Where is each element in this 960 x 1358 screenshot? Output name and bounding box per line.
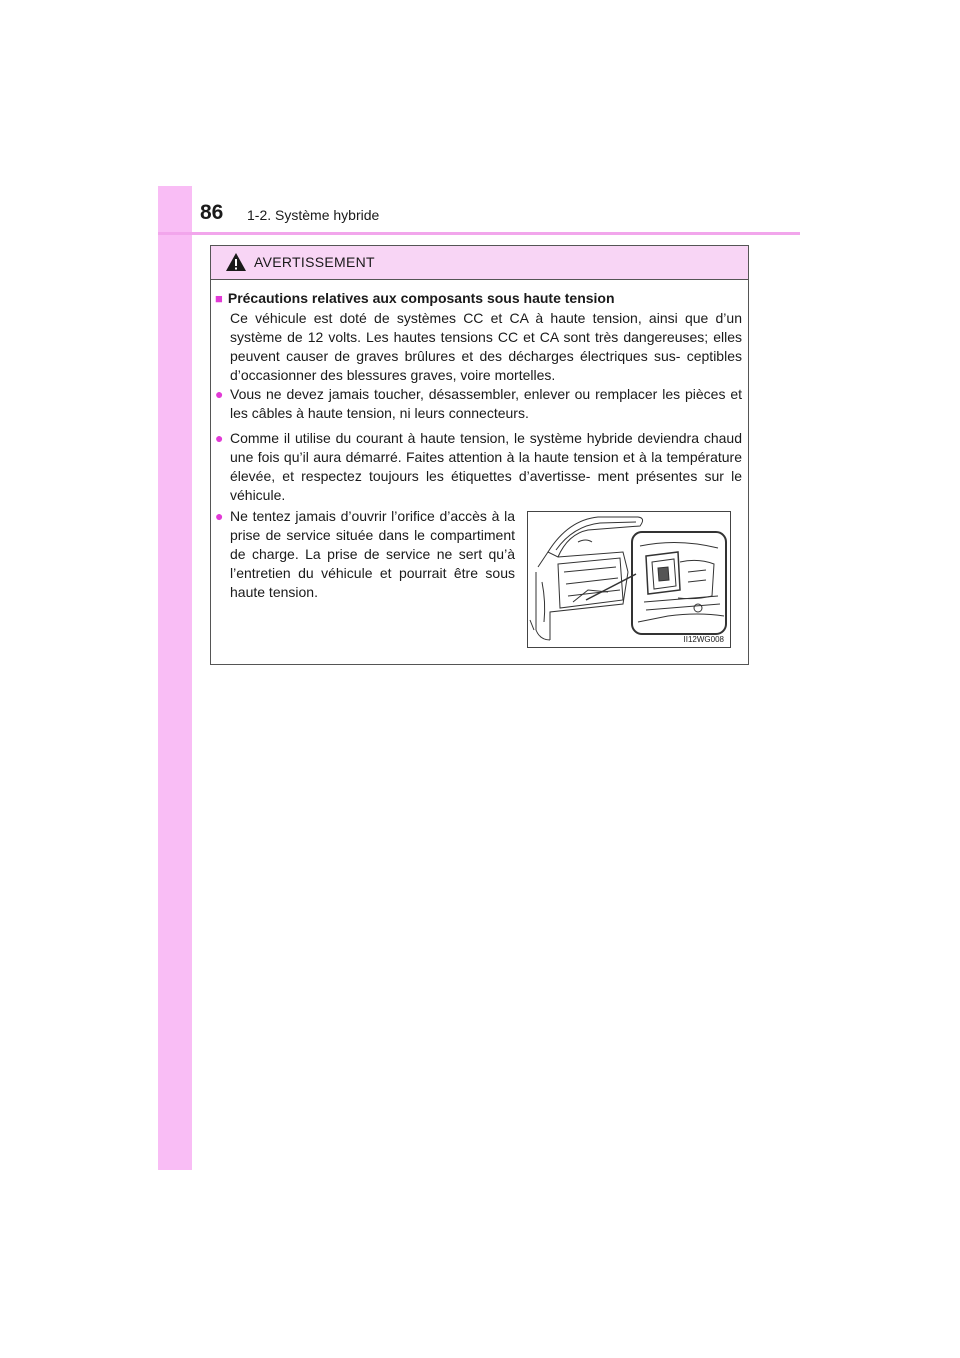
- header-rule: [158, 232, 800, 235]
- warning-triangle-icon: [225, 252, 247, 272]
- bullet-item: [215, 507, 515, 602]
- bullet-dot-icon: ●: [215, 430, 224, 446]
- warning-intro: Ce véhicule est doté de systèmes CC et CA à haute tension, ainsi que d’un système de 12 volts. Les hautes tensions CC et CA sont très dangereuses; elles peuvent causer de graves brûlures et des décharges électriques sus- ceptibles d’occasionner des blessures graves, voire mortelles.: [230, 310, 742, 383]
- service-plug-illustration: [527, 511, 731, 648]
- bullet-item: [215, 429, 742, 505]
- warning-title: AVERTISSEMENT: [254, 254, 375, 270]
- warning-heading: [215, 290, 745, 306]
- side-color-band: [158, 186, 192, 1170]
- square-bullet-icon: ■: [215, 291, 223, 306]
- bullet-text: Vous ne devez jamais toucher, désassembler, enlever ou remplacer les pièces et les câbles à haute tension, ni leurs connecteurs.: [230, 386, 742, 421]
- bullet-text: Comme il utilise du courant à haute tension, le système hybride deviendra chaud une fois qu’il aura démarré. Faites attention à la haute tension et à la température élevée, et respectez toujours les étiquettes d’avertisse- ment présentes sur le véhicule.: [230, 430, 742, 503]
- warning-header: [211, 246, 748, 280]
- bullet-dot-icon: ●: [215, 386, 224, 402]
- warning-box: [210, 245, 749, 665]
- illustration-code: II12WG008: [683, 635, 724, 644]
- bullet-text: Ne tentez jamais d’ouvrir l’orifice d’accès à la prise de service située dans le compartiment de charge. La prise de service ne sert qu’à l’entretien du véhicule et pourrait être sous haute tension.: [230, 508, 515, 600]
- page-number: 86: [200, 201, 224, 224]
- warning-heading-text: Précautions relatives aux composants sous haute tension: [227, 290, 615, 306]
- bullet-item: [215, 385, 742, 423]
- vehicle-cargo-illustration: [528, 512, 730, 647]
- bullet-dot-icon: ●: [215, 508, 224, 524]
- section-title: 1-2. Système hybride: [247, 207, 380, 223]
